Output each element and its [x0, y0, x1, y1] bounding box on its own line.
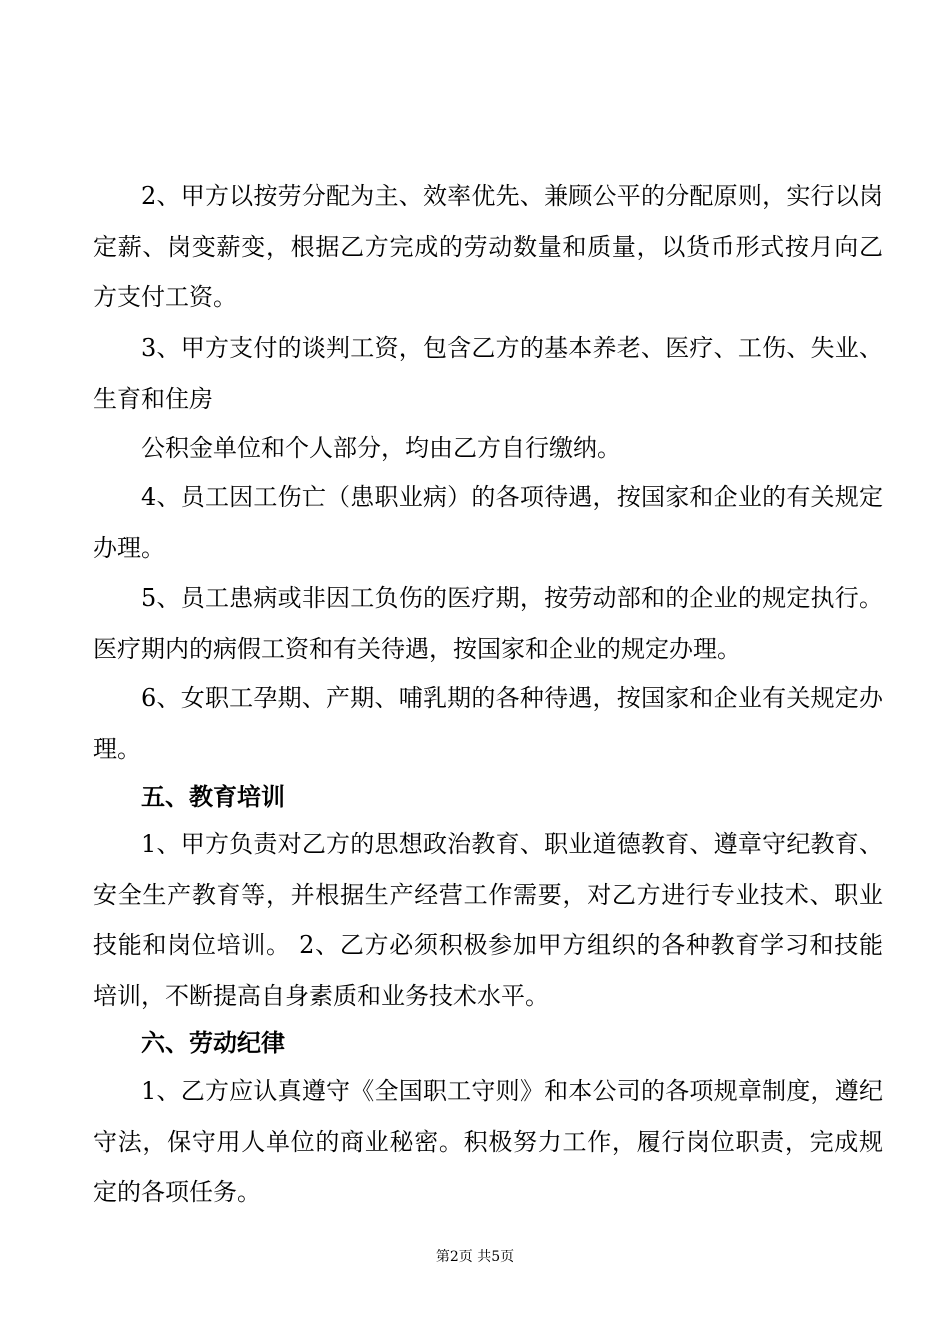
paragraph-medical-period: 5、员工患病或非因工负伤的医疗期，按劳动部和的企业的规定执行。医疗期内的病假工资和有关待遇，按国家和企业的规定办理。: [93, 584, 883, 663]
paragraph-negotiated-wage: 3、甲方支付的谈判工资，包含乙方的基本养老、医疗、工伤、失业、生育和住房: [93, 334, 883, 413]
page-number-footer: 第2页 共5页: [435, 1249, 515, 1265]
paragraph-female-staff: 6、女职工孕期、产期、哺乳期的各种待遇，按国家和企业有关规定办理。: [93, 684, 883, 763]
section-heading-education: 五、教育培训: [141, 783, 285, 811]
section-heading-discipline: 六、劳动纪律: [141, 1029, 285, 1057]
paragraph-housing-fund: 公积金单位和个人部分，均由乙方自行缴纳。: [141, 434, 621, 462]
paragraph-work-injury: 4、员工因工伤亡（患职业病）的各项待遇，按国家和企业的有关规定办理。: [93, 483, 883, 562]
paragraph-education-training: 1、甲方负责对乙方的思想政治教育、职业道德教育、遵章守纪教育、安全生产教育等，并根据生产经营工作需要，对乙方进行专业技术、职业技能和岗位培训。 2、乙方必须积极参加甲方组织的各种教育学习和技能培训，不断提高自身素质和业务技术水平。: [93, 830, 883, 1010]
paragraph-labor-discipline: 1、乙方应认真遵守《全国职工守则》和本公司的各项规章制度，遵纪守法，保守用人单位的商业秘密。积极努力工作，履行岗位职责，完成规定的各项任务。: [93, 1077, 883, 1206]
paragraph-wage-distribution: 2、甲方以按劳分配为主、效率优先、兼顾公平的分配原则，实行以岗定薪、岗变薪变，根据乙方完成的劳动数量和质量，以货币形式按月向乙方支付工资。: [93, 182, 883, 311]
